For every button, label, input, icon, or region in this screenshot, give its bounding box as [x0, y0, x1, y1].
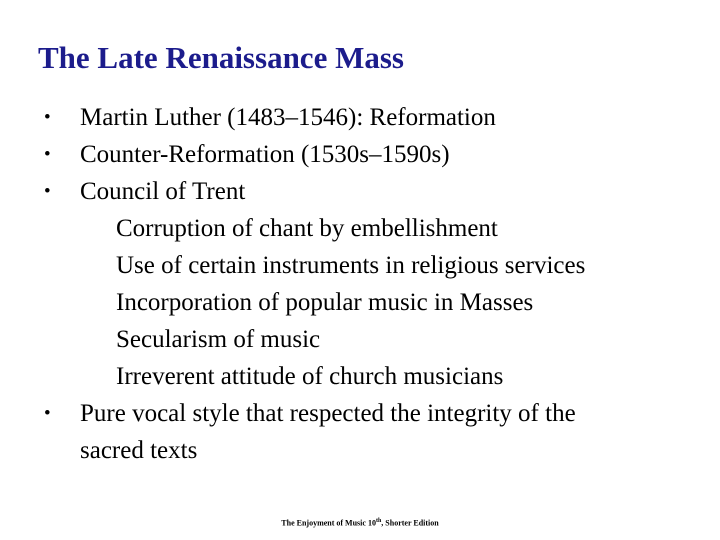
slide-body	[44, 99, 704, 469]
bullet-text: Martin Luther (1483–1546): Reformation	[80, 104, 496, 131]
sub-item: Corruption of chant by embellishment	[116, 215, 498, 242]
sub-item: Incorporation of popular music in Masses	[116, 289, 534, 316]
slide-title: The Late Renaissance Mass	[38, 40, 404, 75]
bullet-text-line: Pure vocal style that respected the integrity of the	[80, 400, 576, 427]
bullet-text-line: sacred texts	[80, 437, 198, 464]
bullet-item	[44, 99, 704, 136]
footer-text: The Enjoyment of Music 10	[281, 518, 376, 528]
bullet-item	[44, 173, 704, 210]
footer-superscript: th	[375, 518, 382, 524]
bullet-icon: •	[44, 403, 51, 424]
bullet-icon: •	[44, 144, 51, 165]
sub-item: Irreverent attitude of church musicians	[116, 363, 504, 390]
bullet-text	[80, 395, 704, 469]
sub-item: Use of certain instruments in religious services	[116, 252, 586, 279]
bullet-item	[44, 395, 704, 469]
bullet-icon: •	[44, 107, 51, 128]
footer-citation	[0, 518, 720, 528]
bullet-icon: •	[44, 181, 51, 202]
bullet-item	[44, 136, 704, 173]
sub-item: Secularism of music	[116, 326, 321, 353]
bullet-text: Counter-Reformation (1530s–1590s)	[80, 141, 450, 168]
bullet-text: Council of Trent	[80, 178, 246, 205]
footer-text-suffix: , Shorter Edition	[381, 518, 439, 528]
